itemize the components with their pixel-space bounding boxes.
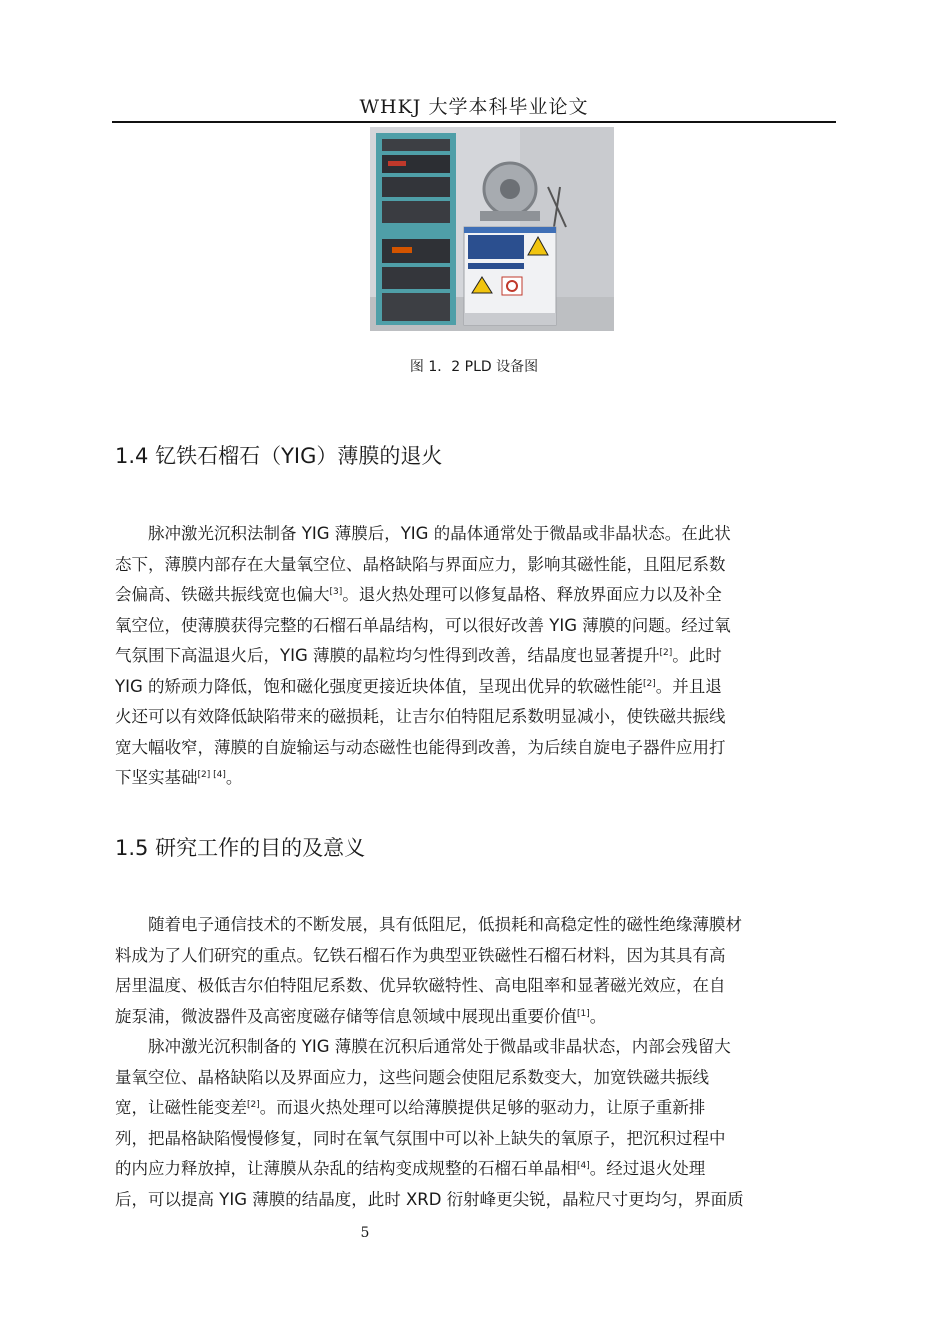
- pld-equipment-illustration: [370, 127, 614, 331]
- text-run: 。退火热处理可以修复晶格、释放界面应力以及补全: [342, 585, 722, 604]
- text-run: 会偏高、铁磁共振线宽也偏大: [115, 585, 330, 604]
- text-run: 下坚实基础: [115, 768, 198, 787]
- text-line: 脉冲激光沉积制备的 YIG 薄膜在沉积后通常处于微晶或非晶状态，内部会残留大: [148, 1037, 731, 1056]
- text-line: 列，把晶格缺陷慢慢修复，同时在氧气氛围中可以补上缺失的氧原子，把沉积过程中: [115, 1128, 726, 1148]
- header-rule: [112, 121, 836, 123]
- text-line: [115, 1093, 837, 1124]
- citation-ref[interactable]: [4]: [577, 1161, 590, 1171]
- text-run: 的内应力释放掉，让薄膜从杂乱的结构变成规整的石榴石单晶相: [115, 1159, 577, 1178]
- figure-caption: 图 1．2 PLD 设备图: [409, 359, 539, 375]
- text-run: 。而退火热处理可以给薄膜提供足够的驱动力，让原子重新排: [259, 1098, 706, 1117]
- text-run: 。并且退: [655, 676, 722, 696]
- text-line: 随着电子通信技术的不断发展，具有低阻尼，低损耗和高稳定性的磁性绝缘薄膜材: [148, 915, 742, 934]
- citation-ref[interactable]: [2]: [659, 648, 673, 658]
- text-line: [115, 580, 837, 611]
- text-line: 居里温度、极低吉尔伯特阻尼系数、优异软磁特性、高电阻率和显著磁光效应，在自: [115, 976, 726, 995]
- section-heading-1-5: 1.5 研究工作的目的及意义: [115, 836, 366, 860]
- section-1-5-paragraph-2: [115, 1032, 837, 1215]
- text-run: 。: [225, 768, 243, 787]
- text-line: 态下，薄膜内部存在大量氧空位、晶格缺陷与界面应力，影响其磁性能，且阻尼系数: [115, 554, 726, 574]
- text-line: 后，可以提高 YIG 薄膜的结晶度，此时 XRD 衍射峰更尖锐，晶粒尺寸更均匀，界面质: [115, 1189, 744, 1209]
- text-run: 气氛围下高温退火后，YIG 薄膜的晶粒均匀性得到改善，结晶度也显著提升: [115, 646, 660, 665]
- text-line: [115, 1154, 837, 1185]
- text-line: 氧空位，使薄膜获得完整的石榴石单晶结构，可以很好改善 YIG 薄膜的问题。经过氧: [115, 615, 731, 635]
- text-line: 脉冲激光沉积法制备 YIG 薄膜后，YIG 的晶体通常处于微晶或非晶状态。在此状: [148, 524, 731, 543]
- text-line: [115, 672, 837, 703]
- text-run: 。经过退火处理: [589, 1159, 706, 1178]
- section-1-4-paragraph: [115, 519, 837, 794]
- citation-ref[interactable]: [2] [4]: [197, 770, 226, 780]
- section-1-5-paragraph-1: [115, 910, 837, 1032]
- citation-ref[interactable]: [2]: [247, 1100, 260, 1110]
- text-run: YIG 的矫顽力降低，饱和磁化强度更接近块体值，呈现出优异的软磁性能: [115, 676, 643, 696]
- text-line: 量氧空位、晶格缺陷以及界面应力，这些问题会使阻尼系数变大，加宽铁磁共振线: [115, 1067, 709, 1087]
- text-line: [115, 641, 837, 672]
- pld-equipment-photo: [370, 127, 614, 331]
- text-line: 料成为了人们研究的重点。钇铁石榴石作为典型亚铁磁性石榴石材料，因为其具有高: [115, 945, 726, 965]
- text-line: [115, 763, 837, 794]
- citation-ref[interactable]: [3]: [329, 587, 343, 597]
- citation-ref[interactable]: [2]: [642, 678, 656, 689]
- text-run: 。此时: [672, 646, 722, 665]
- text-run: 宽，让磁性能变差: [115, 1098, 247, 1117]
- text-line: [115, 1002, 837, 1033]
- running-header: WHKJ 大学本科毕业论文: [359, 96, 589, 118]
- page-number: 5: [360, 1225, 370, 1241]
- citation-ref[interactable]: [1]: [577, 1008, 590, 1019]
- text-line: 火还可以有效降低缺陷带来的磁损耗，让吉尔伯特阻尼系数明显减小，使铁磁共振线: [115, 707, 726, 726]
- text-line: 宽大幅收窄，薄膜的自旋输运与动态磁性也能得到改善，为后续自旋电子器件应用打: [115, 737, 726, 757]
- text-run: 。: [589, 1006, 607, 1026]
- text-run: 旋泵浦，微波器件及高密度磁存储等信息领域中展现出重要价值: [115, 1006, 577, 1026]
- section-heading-1-4: 1.4 钇铁石榴石（YIG）薄膜的退火: [115, 444, 443, 468]
